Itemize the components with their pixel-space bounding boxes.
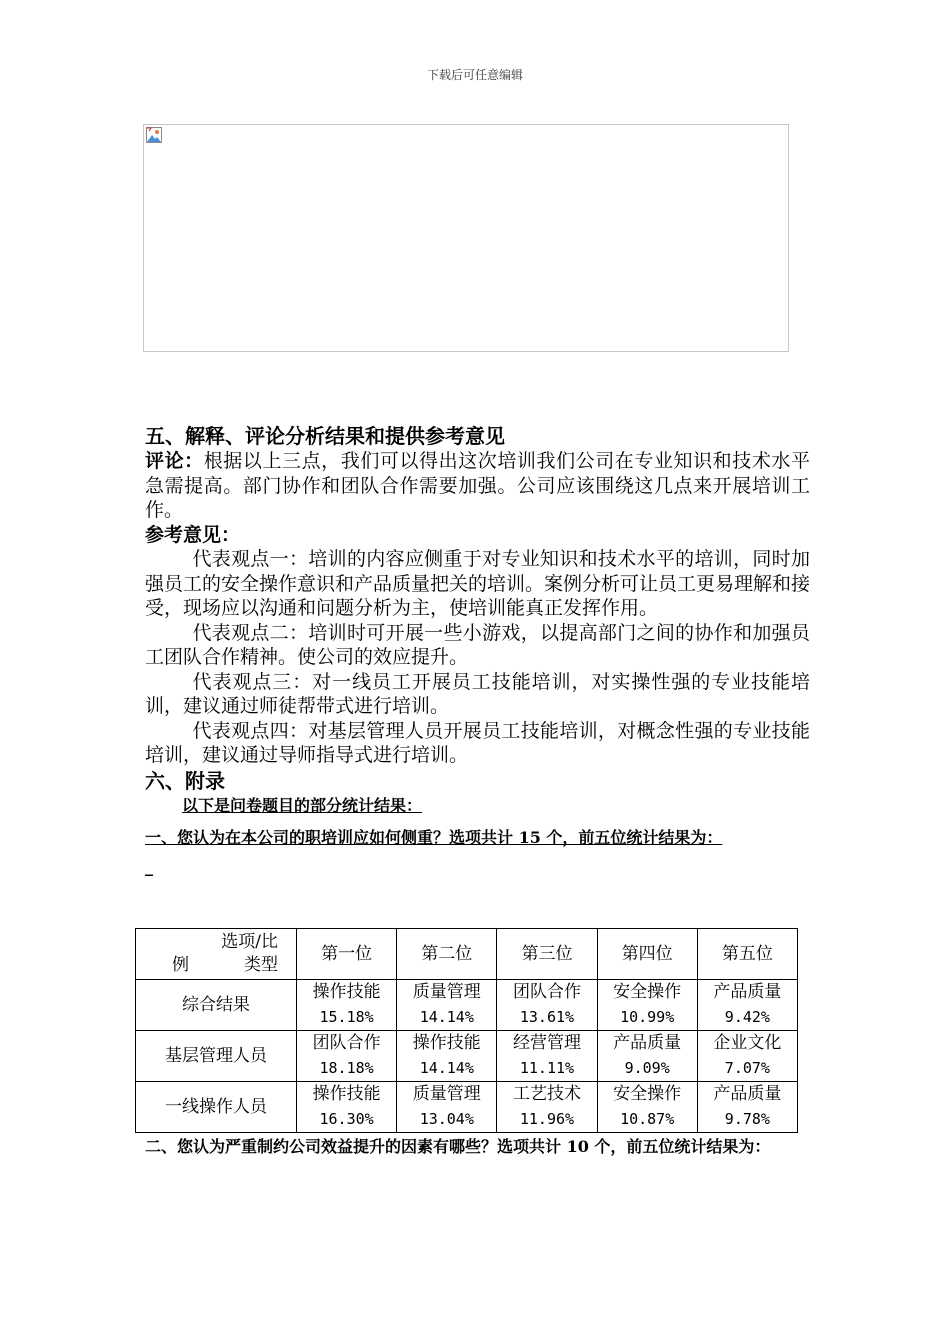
cell-name: 操作技能 [412, 1033, 481, 1053]
cell-name: 经营管理 [512, 1033, 581, 1053]
table-cell [497, 1031, 597, 1082]
table-row [136, 1082, 798, 1133]
cell-pct: 10.87% [620, 1110, 675, 1128]
table-cell [497, 1082, 597, 1133]
cell-name: 产品质量 [613, 1033, 682, 1053]
table-cell [397, 980, 497, 1031]
cell-pct: 10.99% [620, 1008, 675, 1026]
table-cell [397, 1031, 497, 1082]
row-label: 综合结果 [136, 980, 297, 1031]
comment-label: 评论： [145, 450, 204, 472]
table-cell [597, 980, 697, 1031]
comment-text: 根据以上三点，我们可以得出这次培训我们公司在专业知识和技术水平急需提高。部门协作和团队合作需要加强。公司应该围绕这几点来开展培训工作。 [145, 450, 810, 521]
cell-pct: 14.14% [419, 1008, 474, 1026]
question-2: 二、您认为严重制约公司效益提升的因素有哪些？选项共计 10 个，前五位统计结果为： [145, 1137, 771, 1156]
table-cell [697, 1031, 797, 1082]
column-header: 第一位 [297, 929, 397, 980]
corner-right-label: 类型 [244, 955, 278, 975]
cell-pct: 15.18% [319, 1008, 374, 1026]
table-row [136, 1031, 798, 1082]
section-5-title: 五、解释、评论分析结果和提供参考意见 [145, 424, 505, 448]
cell-pct: 13.04% [419, 1110, 474, 1128]
column-header: 第四位 [597, 929, 697, 980]
cell-pct: 16.30% [319, 1110, 374, 1128]
cell-name: 企业文化 [713, 1033, 782, 1053]
broken-image-icon [146, 127, 162, 143]
comment-paragraph [145, 449, 810, 523]
underscore-line: _ [145, 856, 153, 876]
cell-name: 产品质量 [713, 982, 782, 1002]
point-4: 代表观点四：对基层管理人员开展员工技能培训，对概念性强的专业技能培训，建议通过导师指导式进行培训。 [145, 719, 810, 766]
cell-pct: 13.61% [519, 1008, 575, 1026]
corner-left-label: 例 [172, 955, 189, 975]
cell-name: 团队合作 [312, 1033, 381, 1053]
cell-name: 安全操作 [613, 1084, 682, 1104]
table-cell [297, 980, 397, 1031]
point-2: 代表观点二：培训时可开展一些小游戏，以提高部门之间的协作和加强员工团队合作精神。使公司的效应提升。 [145, 621, 810, 668]
point-1: 代表观点一：培训的内容应侧重于对专业知识和技术水平的培训，同时加强员工的安全操作意识和产品质量把关的培训。案例分析可让员工更易理解和接受，现场应以沟通和问题分析为主，使培训能真正发挥作用。 [145, 548, 811, 619]
cell-name: 质量管理 [412, 982, 481, 1002]
section-6-title: 六、附录 [145, 768, 225, 793]
table-cell [297, 1031, 397, 1082]
cell-name: 工艺技术 [512, 1084, 581, 1104]
table-cell [697, 980, 797, 1031]
table-cell [597, 1082, 697, 1133]
question-1-text: 一、您认为在本公司的职培训应如何侧重？选项共计 15 个，前五位统计结果为： [145, 827, 723, 847]
row-label: 一线操作人员 [136, 1082, 297, 1133]
cell-pct: 11.11% [519, 1059, 575, 1077]
table-cell [397, 1082, 497, 1133]
page-header: 下载后可任意编辑 [426, 68, 523, 82]
table-cell [497, 980, 597, 1031]
point-3: 代表观点三：对一线员工开展员工技能培训，对实操性强的专业技能培训，建议通过师徒帮带式进行培训。 [145, 670, 810, 717]
column-header: 第五位 [697, 929, 797, 980]
cell-name: 团队合作 [512, 982, 581, 1002]
cell-name: 操作技能 [312, 982, 381, 1002]
cell-name: 安全操作 [613, 982, 682, 1002]
cell-pct: 7.07% [724, 1059, 770, 1077]
stats-table [135, 928, 798, 1133]
cell-pct: 14.14% [419, 1059, 474, 1077]
row-label: 基层管理人员 [136, 1031, 297, 1082]
column-header: 第二位 [397, 929, 497, 980]
main-content [145, 424, 810, 877]
appendix-intro: 以下是问卷题目的部分统计结果： [182, 795, 423, 815]
cell-pct: 18.18% [319, 1059, 374, 1077]
table-cell [697, 1082, 797, 1133]
corner-cell [136, 929, 297, 980]
cell-pct: 9.78% [724, 1110, 770, 1128]
cell-pct: 9.09% [624, 1059, 670, 1077]
cell-name: 产品质量 [713, 1084, 782, 1104]
table-cell [597, 1031, 697, 1082]
column-header: 第三位 [497, 929, 597, 980]
image-placeholder [143, 124, 789, 352]
cell-name: 操作技能 [312, 1084, 381, 1104]
table-header-row [136, 929, 798, 980]
cell-name: 质量管理 [412, 1084, 481, 1104]
corner-top-label: 选项/比 [221, 932, 278, 952]
table-cell [297, 1082, 397, 1133]
question-1 [145, 819, 810, 857]
cell-pct: 11.96% [519, 1110, 575, 1128]
reference-label: 参考意见： [145, 523, 241, 546]
cell-pct: 9.42% [724, 1008, 770, 1026]
table-row [136, 980, 798, 1031]
